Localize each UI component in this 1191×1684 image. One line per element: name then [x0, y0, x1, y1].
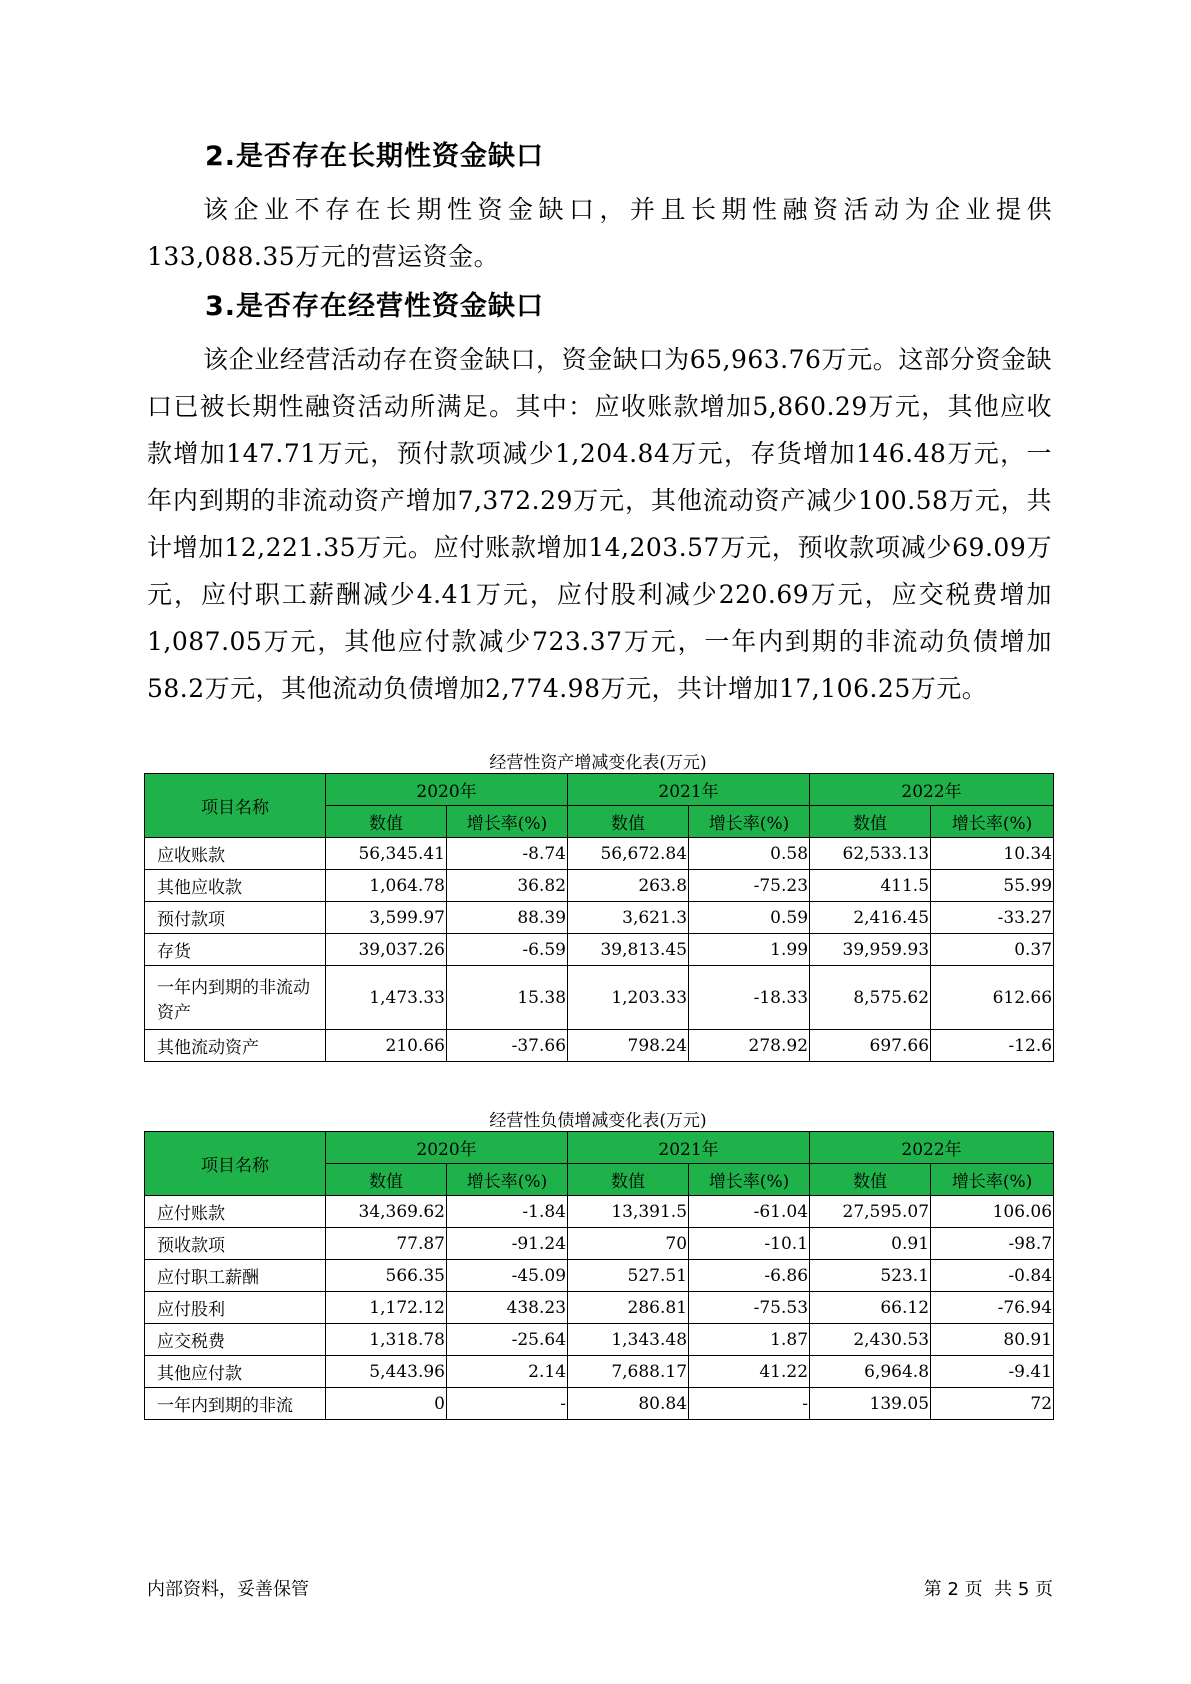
cell-growth: -1.84	[447, 1196, 568, 1228]
cell-growth: -9.41	[931, 1356, 1054, 1388]
year-header: 2020年	[326, 1132, 568, 1164]
table-caption-liabilities: 经营性负债增减变化表(万元)	[489, 1111, 707, 1131]
cell-growth: -	[689, 1388, 810, 1420]
footer-confidential-note: 内部资料，妥善保管	[147, 1579, 309, 1600]
cell-growth: -76.94	[931, 1292, 1054, 1324]
cell-value: 6,964.8	[810, 1356, 931, 1388]
cell-value: 1,064.78	[326, 870, 447, 902]
value-header: 数值	[810, 1164, 931, 1196]
table-row	[145, 1260, 1054, 1292]
table-row	[145, 838, 1054, 870]
growth-header: 增长率(%)	[931, 806, 1054, 838]
cell-value: 27,595.07	[810, 1196, 931, 1228]
row-label: 应付股利	[145, 1292, 326, 1324]
paragraph-operating-gap: 该企业经营活动存在资金缺口，资金缺口为65,963.76万元。这部分资金缺口已被长期性融资活动所满足。其中：应收账款增加5,860.29万元，其他应收款增加147.71万元，预付款项减少1,204.84万元，存货增加146.48万元，一年内到期的非流动资产增加7,372.29万元，其他流动资产减少100.58万元，共计增加12,221.35万元。应付账款增加14,203.57万元，预收款项减少69.09万元，应付职工薪酬减少4.41万元，应付股利减少220.69万元，应交税费增加1,087.05万元，其他应付款减少723.37万元，一年内到期的非流动负债增加58.2万元，其他流动负债增加2,774.98万元，共计增加17,106.25万元。	[147, 345, 1052, 703]
value-header: 数值	[568, 806, 689, 838]
cell-value: 1,343.48	[568, 1324, 689, 1356]
cell-growth: 41.22	[689, 1356, 810, 1388]
cell-growth: 36.82	[447, 870, 568, 902]
cell-value: 1,172.12	[326, 1292, 447, 1324]
table-header-row	[145, 774, 1054, 806]
cell-value: 80.84	[568, 1388, 689, 1420]
row-label: 其他流动资产	[145, 1030, 326, 1062]
table-row	[145, 966, 1054, 1030]
cell-growth: -33.27	[931, 902, 1054, 934]
row-label: 应付职工薪酬	[145, 1260, 326, 1292]
row-label: 其他应收款	[145, 870, 326, 902]
cell-value: 39,037.26	[326, 934, 447, 966]
value-header: 数值	[568, 1164, 689, 1196]
value-header: 数值	[326, 806, 447, 838]
cell-value: 1,318.78	[326, 1324, 447, 1356]
cell-growth: -37.66	[447, 1030, 568, 1062]
cell-growth: -6.59	[447, 934, 568, 966]
cell-growth: 10.34	[931, 838, 1054, 870]
cell-value: 77.87	[326, 1228, 447, 1260]
row-label: 一年内到期的非流	[145, 1388, 326, 1420]
operating-assets-table	[144, 773, 1054, 1062]
cell-growth: -25.64	[447, 1324, 568, 1356]
cell-growth: -12.6	[931, 1030, 1054, 1062]
cell-growth: -98.7	[931, 1228, 1054, 1260]
cell-value: 39,959.93	[810, 934, 931, 966]
cell-growth: 72	[931, 1388, 1054, 1420]
row-label: 一年内到期的非流动资产	[145, 966, 326, 1030]
cell-value: 70	[568, 1228, 689, 1260]
cell-growth: -75.53	[689, 1292, 810, 1324]
table-row	[145, 1196, 1054, 1228]
value-header: 数值	[810, 806, 931, 838]
year-header: 2021年	[568, 774, 810, 806]
cell-value: 56,345.41	[326, 838, 447, 870]
cell-value: 566.35	[326, 1260, 447, 1292]
cell-value: 62,533.13	[810, 838, 931, 870]
cell-growth: 612.66	[931, 966, 1054, 1030]
cell-growth: 0.59	[689, 902, 810, 934]
paragraph-long-term-gap: 该企业不存在长期性资金缺口，并且长期性融资活动为企业提供133,088.35万元的营运资金。	[147, 195, 1052, 271]
cell-growth: 80.91	[931, 1324, 1054, 1356]
cell-value: 411.5	[810, 870, 931, 902]
item-name-header: 项目名称	[145, 1132, 326, 1196]
table-row	[145, 1324, 1054, 1356]
row-label: 应交税费	[145, 1324, 326, 1356]
cell-growth: -75.23	[689, 870, 810, 902]
row-label: 存货	[145, 934, 326, 966]
cell-growth: 55.99	[931, 870, 1054, 902]
cell-value: 3,599.97	[326, 902, 447, 934]
cell-value: 66.12	[810, 1292, 931, 1324]
table-row	[145, 1030, 1054, 1062]
cell-growth: 1.99	[689, 934, 810, 966]
year-header: 2022年	[810, 1132, 1054, 1164]
growth-header: 增长率(%)	[689, 1164, 810, 1196]
cell-value: 1,203.33	[568, 966, 689, 1030]
table-row	[145, 934, 1054, 966]
table-row	[145, 1356, 1054, 1388]
cell-value: 3,621.3	[568, 902, 689, 934]
cell-value: 798.24	[568, 1030, 689, 1062]
cell-value: 0	[326, 1388, 447, 1420]
row-label: 其他应付款	[145, 1356, 326, 1388]
growth-header: 增长率(%)	[931, 1164, 1054, 1196]
year-header: 2020年	[326, 774, 568, 806]
item-name-header: 项目名称	[145, 774, 326, 838]
cell-value: 5,443.96	[326, 1356, 447, 1388]
cell-growth: 1.87	[689, 1324, 810, 1356]
cell-value: 286.81	[568, 1292, 689, 1324]
cell-value: 34,369.62	[326, 1196, 447, 1228]
table-row	[145, 1388, 1054, 1420]
table-row	[145, 1228, 1054, 1260]
table-row	[145, 1292, 1054, 1324]
year-header: 2021年	[568, 1132, 810, 1164]
cell-value: 13,391.5	[568, 1196, 689, 1228]
cell-value: 56,672.84	[568, 838, 689, 870]
cell-growth: -0.84	[931, 1260, 1054, 1292]
cell-value: 697.66	[810, 1030, 931, 1062]
cell-value: 139.05	[810, 1388, 931, 1420]
cell-value: 39,813.45	[568, 934, 689, 966]
row-label: 预付款项	[145, 902, 326, 934]
section-heading-operating-gap: 3.是否存在经营性资金缺口	[205, 291, 545, 322]
cell-growth: -10.1	[689, 1228, 810, 1260]
growth-header: 增长率(%)	[689, 806, 810, 838]
cell-value: 7,688.17	[568, 1356, 689, 1388]
year-header: 2022年	[810, 774, 1054, 806]
cell-growth: 278.92	[689, 1030, 810, 1062]
operating-liabilities-table	[144, 1131, 1054, 1420]
cell-value: 523.1	[810, 1260, 931, 1292]
cell-growth: 0.58	[689, 838, 810, 870]
cell-growth: 438.23	[447, 1292, 568, 1324]
table-caption-assets: 经营性资产增减变化表(万元)	[489, 753, 707, 773]
cell-growth: -61.04	[689, 1196, 810, 1228]
cell-value: 527.51	[568, 1260, 689, 1292]
row-label: 预收款项	[145, 1228, 326, 1260]
cell-growth: -18.33	[689, 966, 810, 1030]
cell-growth: 2.14	[447, 1356, 568, 1388]
cell-value: 1,473.33	[326, 966, 447, 1030]
cell-growth: -8.74	[447, 838, 568, 870]
cell-growth: -6.86	[689, 1260, 810, 1292]
table-header-row	[145, 1132, 1054, 1164]
cell-value: 2,416.45	[810, 902, 931, 934]
footer-page-number: 第 2 页 共 5 页	[923, 1579, 1053, 1600]
cell-growth: -	[447, 1388, 568, 1420]
table-row	[145, 870, 1054, 902]
cell-value: 8,575.62	[810, 966, 931, 1030]
cell-growth: 15.38	[447, 966, 568, 1030]
row-label: 应付账款	[145, 1196, 326, 1228]
cell-value: 210.66	[326, 1030, 447, 1062]
cell-growth: 106.06	[931, 1196, 1054, 1228]
cell-value: 2,430.53	[810, 1324, 931, 1356]
cell-value: 0.91	[810, 1228, 931, 1260]
growth-header: 增长率(%)	[447, 1164, 568, 1196]
cell-growth: 88.39	[447, 902, 568, 934]
cell-growth: 0.37	[931, 934, 1054, 966]
cell-growth: -91.24	[447, 1228, 568, 1260]
row-label: 应收账款	[145, 838, 326, 870]
table-row	[145, 902, 1054, 934]
value-header: 数值	[326, 1164, 447, 1196]
growth-header: 增长率(%)	[447, 806, 568, 838]
cell-growth: -45.09	[447, 1260, 568, 1292]
cell-value: 263.8	[568, 870, 689, 902]
section-heading-long-term-gap: 2.是否存在长期性资金缺口	[205, 141, 545, 172]
